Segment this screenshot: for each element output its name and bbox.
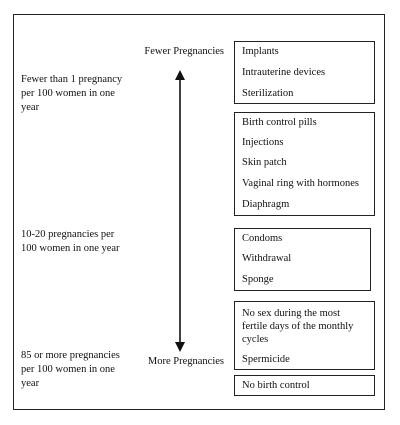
method-group-1 bbox=[234, 41, 375, 104]
method-item: Intrauterine devices bbox=[242, 67, 326, 78]
method-item: Sponge bbox=[242, 274, 274, 285]
method-item: No birth control bbox=[242, 380, 310, 391]
axis-bottom-label: More Pregnancies bbox=[147, 356, 224, 367]
axis-top-label: Fewer Pregnancies bbox=[144, 46, 224, 57]
method-group-4 bbox=[234, 301, 375, 370]
double-arrow-icon bbox=[170, 70, 190, 352]
method-item: No sex during the most fertile days of the monthly cycles bbox=[242, 308, 354, 345]
method-item: Diaphragm bbox=[242, 199, 290, 210]
method-item: Spermicide bbox=[242, 354, 290, 365]
method-group-5 bbox=[234, 375, 375, 396]
method-item: Injections bbox=[242, 137, 284, 148]
method-item: Condoms bbox=[242, 233, 283, 244]
method-group-2 bbox=[234, 112, 375, 216]
method-item: Sterilization bbox=[242, 88, 294, 99]
method-item: Vaginal ring with hormones bbox=[242, 178, 359, 189]
effectiveness-label-low: 85 or more pregnancies per 100 women in one year bbox=[21, 350, 120, 389]
method-item: Implants bbox=[242, 46, 279, 57]
method-item: Birth control pills bbox=[242, 117, 317, 128]
effectiveness-label-high: Fewer than 1 pregnancy per 100 women in one year bbox=[21, 74, 123, 113]
effectiveness-label-medium: 10-20 pregnancies per 100 women in one year bbox=[21, 229, 120, 254]
method-group-3 bbox=[234, 228, 371, 291]
method-item: Withdrawal bbox=[242, 253, 292, 264]
method-item: Skin patch bbox=[242, 157, 287, 168]
